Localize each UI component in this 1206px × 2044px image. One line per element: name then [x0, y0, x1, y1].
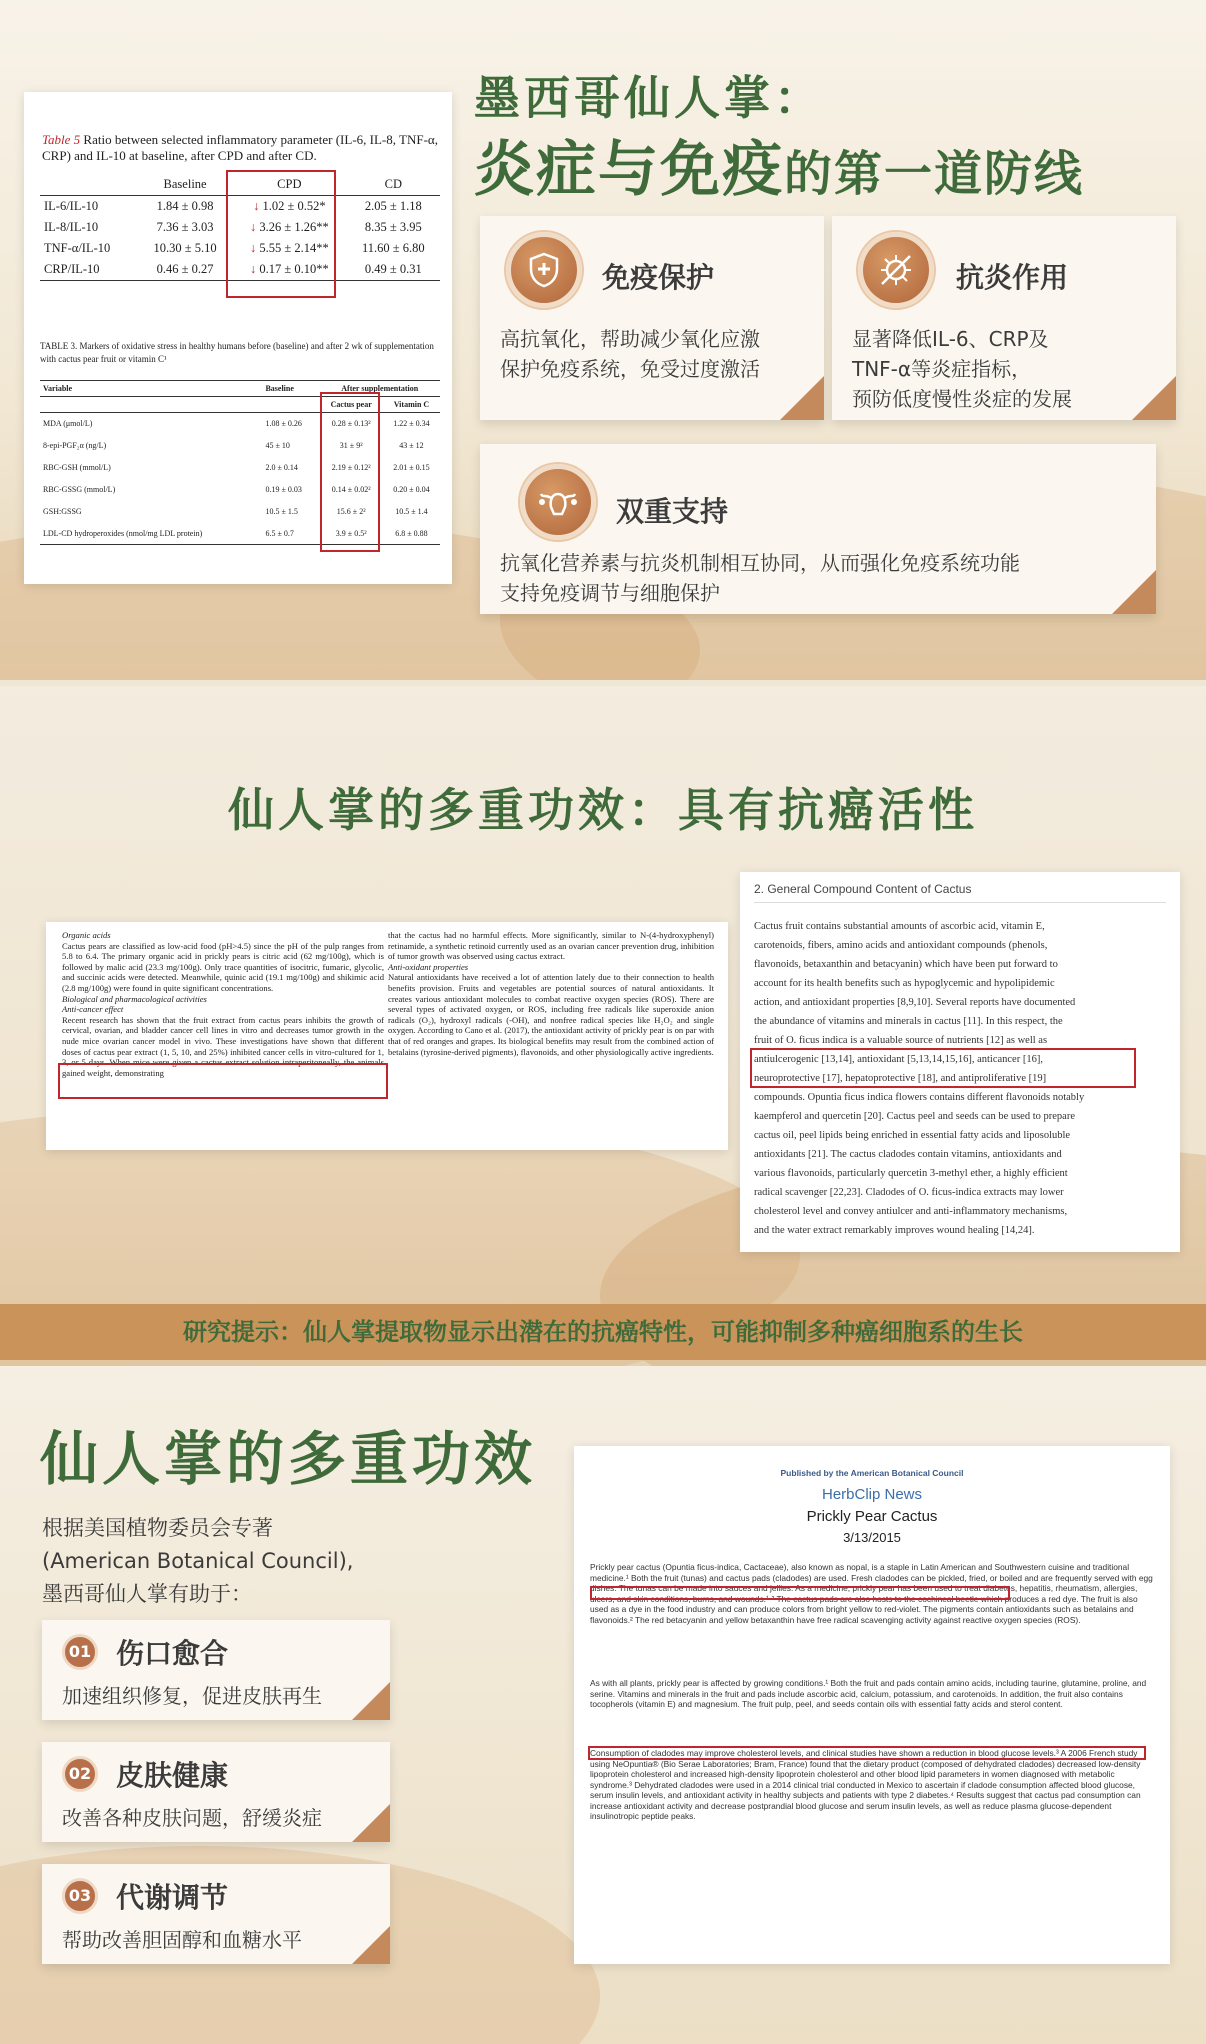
benefit-wound-healing [42, 1620, 390, 1720]
table-row: TNF-α/IL-10 10.30 ± 5.10 ↓ 5.55 ± 2.14** 11.60 ± 6.80 [44, 241, 425, 255]
card-dual-support [480, 444, 1156, 614]
card-text: 显著降低IL-6、CRP及 TNF-α等炎症指标， 预防低度慢性炎症的发展 [852, 327, 1072, 411]
benefit-desc: 改善各种皮肤问题，舒缓炎症 [62, 1806, 322, 1830]
table-row: LDL-CD hydroperoxides (nmol/mg LDL protein) 6.5 ± 0.7 3.9 ± 0.5² 6.8 ± 0.88 [40, 523, 440, 545]
intro-text: 根据美国植物委员会专著 (American Botanical Council), 墨西哥仙人掌有助于： [42, 1516, 354, 1606]
highlight-box [226, 170, 336, 298]
benefit-skin-health [42, 1742, 390, 1842]
benefit-title: 皮肤健康 [116, 1759, 229, 1792]
virus-crossed-icon [858, 232, 934, 308]
card-text: 高抗氧化，帮助减少氧化应激 保护免疫系统，免受过度激活 [500, 327, 760, 381]
paper-right-column: that the cactus had no harmful effects. More significantly, similar to N-(4-hydroxyphenyl) retinamide, a synthetic retinoid currently used as an ovarian cancer prevention drug, inhibition of tumor growth was observed using cactus extract. Anti-oxidant properties Natural antioxidants have received a lot of attention lately due to their connection to health benefits provision. Fruits and vegetables are potential sources of natural antioxidants. It creates various antioxidant molecules to combat reactive oxygen species (ROS). There are several types of activated oxygen, or ROS, including free radicals like superoxide anion radicals (O₂), hydroxyl radicals (-OH), and nonfree radical species like H₂O₂ and single oxygen. According to Cano et al. (2017), the antioxidant activity of prickly pear is on par with that of red oranges and grapes. Its biological benefits may result from the combined action of betalains (tyrosine-derived pigments), flavonoids, and other physiologically active ingredients. [388, 930, 714, 1057]
section-immunity [0, 0, 1206, 680]
news-date: 3/13/2015 [843, 1530, 901, 1545]
section-title-line1: 墨西哥仙人掌： [474, 71, 824, 125]
table-row: IL-8/IL-10 7.36 ± 3.03 ↓ 3.26 ± 1.26** 8.35 ± 3.95 [44, 220, 422, 234]
paper-left-column: Organic acids Cactus pears are classified as low-acid food (pH>4.5) since the pH of the pulp ranges from 5.8 to 6.4. The primary organic acid in prickly pears is citric acid (62 mg/100g), which is followed by malic acid (23.3 mg/100g). Only trace quantities of isocitric, fumaric, glycolic, and succinic acids were detected. Meanwhile, quinic acid (19.1 mg/100g) and shikimic acid (2.8 mg/100g) were found in quite significant concentrations. Biological and pharmacological activities Anti-cancer effect Recent research has shown that the fruit extract from cactus pears inhibits the growth of cervical, ovarian, and bladder cancer cell lines in vitro and decreases tumor growth in the nude mice ovarian cancer model in vivo. These investigations have shown that different doses of cactus pear extract (1, 5, 10, and 25%) inhibited cancer cells in vitro-cultured for 1, 3, or 5 days. When mice were given a cactus extract solution intraperitoneally, the animals gained weight, demonstrating [62, 930, 384, 1078]
card-title: 双重支持 [616, 495, 729, 528]
section-anticancer [0, 686, 1206, 1366]
research-tables-image [24, 92, 452, 584]
section-title-line2: 炎症与免疫的第一道防线 [474, 135, 1085, 205]
card-anti-inflammatory [832, 216, 1176, 420]
section-benefits [0, 1366, 1206, 2044]
table3-caption: TABLE 3. Markers of oxidative stress in healthy humans before (baseline) and after 2 wk of supplementation with cactus pear fruit or vitamin C¹ [40, 341, 434, 364]
table-row: IL-6/IL-10 1.84 ± 0.98 ↓ 1.02 ± 0.52* 2.05 ± 1.18 [44, 199, 422, 213]
news-paragraph: Consumption of cladodes may improve cholesterol levels, and clinical studies have shown a reduction in blood glucose levels.³ A 2006 French study using NeOpuntia® (Bio Serae Laboratories; Bram, France) found that the dietary product (composed of dehydrated cladodes) decreased low-density lipoprotein cholesterol and increased high-density lipoprotein cholesterol and other blood lipid parameters in women diagnosed with metabolic syndrome.³ Dehydrated cladodes were used in a 2014 clinical trial conducted in Mexico to ascertain if cladode consumption affected blood glucose, serum insulin levels, and antioxidant activity in healthy subjects and patients with type 2 diabetes.⁴ Results suggest that cactus pad consumption can increase antioxidant activity and decrease postprandial blood glucose and serum insulin levels, as well as reduce plasma glucose-dependent insulinotropic peptide peaks. [590, 1748, 1141, 1821]
highlight-box [750, 1048, 1136, 1088]
uterus-icon [520, 464, 596, 540]
benefit-title: 代谢调节 [116, 1881, 229, 1914]
table-row: MDA (μmol/L) 1.08 ± 0.26 0.28 ± 0.13² 1.22 ± 0.34 [43, 419, 430, 429]
paper-body: Cactus fruit contains substantial amounts of ascorbic acid, vitamin E, carotenoids, fibers, amino acids and antioxidant compounds (phenols, flavonoids, betaxanthin and betacyanin) which have been put forward to account for its health benefits such as hypoglycemic and hypolipidemic action, and antioxidant properties [8,9,10]. Several reports have documented the abundance of vitamins and minerals in cactus [11]. In this respect, the fruit of O. ficus indica is a valuable source of nutrients [12] as well as antiulcerogenic [13,14], antioxidant [5,13,14,15,16], anticancer [16], neuroprotective [17], hepatoprotective [18], and antiproliferative [19] compounds. Opuntia ficus indica flowers contains different flavonoids notably kaempferol and quercetin [20]. Cactus peel and seeds can be used to prepare cactus oil, peel lipids being enriched in essential fatty acids and liposoluble antioxidants [21]. The cactus cladodes contain vitamins, antioxidants and various flavonoids, particularly quercetin 3-methyl ether, a highly efficient radical scavenger [22,23]. Cladodes of O. ficus-indica extracts may lower cholesterol level and convey antiulcer and anti-inflammatory mechanisms, and the water extract remarkably improves wound healing [14,24]. [754, 921, 1085, 1236]
card-text: 抗氧化营养素与抗炎机制相互协同，从而强化免疫系统功能 支持免疫调节与细胞保护 [500, 551, 1020, 605]
benefit-desc: 加速组织修复，促进皮肤再生 [62, 1684, 322, 1708]
highlight-box [590, 1586, 1010, 1600]
number-badge: 01 [62, 1634, 98, 1670]
table-row: 8-epi-PGF₂α (ng/L) 45 ± 10 31 ± 9² 43 ± 12 [43, 441, 424, 450]
shield-gear-icon [506, 232, 582, 308]
benefit-title: 伤口愈合 [116, 1637, 229, 1670]
table-row: GSH:GSSG 10.5 ± 1.5 15.6 ± 2² 10.5 ± 1.4 [43, 507, 428, 516]
section-title: 仙人掌的多重功效：具有抗癌活性 [228, 783, 978, 837]
card-title: 抗炎作用 [956, 261, 1069, 294]
news-title: Prickly Pear Cactus [806, 1508, 938, 1525]
section-title: 仙人掌的多重功效 [40, 1425, 537, 1493]
number-badge: 03 [62, 1878, 98, 1914]
highlight-box [320, 392, 380, 552]
table5-caption: Table 5 Ratio between selected inflammatory parameter (IL-6, IL-8, TNF-α, CRP) and IL-10 at baseline, after CPD and after CD. [42, 132, 438, 163]
card-immune-protection [480, 216, 824, 420]
research-banner: 研究提示：仙人掌提取物显示出潜在的抗癌特性，可能抑制多种癌细胞系的生长 [0, 1304, 1206, 1360]
table3: Variable Baseline After supplementation Cactus pear Vitamin C MDA (μmol/L) 1.08 ± 0.26 0.28 ± 0.13² 1.22 ± 0.34 8-epi-PGF₂α (ng/L) 45 ± 10 31 ± 9² 43 ± 12 RBC-GSH (mmol/L) 2.0 ± 0.14 2.19 ± 0.12² 2.01 ± 0.15 RBC-GSSG (mmol/L) 0.19 ± 0.03 0.14 ± 0.02² 0.20 ± 0.04 GSH:GSSG 10.5 ± 1.5 15.6 ± 2² 10.5 ± 1.4 LDL-CD hydroperoxides (nmol/mg LDL protein) 6.5 ± 0.7 3.9 ± 0.5² 6.8 ± 0.88 [40, 380, 440, 545]
news-paragraph: Prickly pear cactus (Opuntia ficus-indica, Cactaceae), also known as nopal, is a staple in Latin American and Southwestern cuisine and traditional medicine.¹ Both the fruit (tunas) and cactus pads (cladodes) are used. Fresh cladodes can be pickled, fried, or boiled and are frequently served with egg dishes. The tunas can be made into sauces and jellies. As a medicine, prickly pear has been used to treat diabetes, hepatitis, rheumatism, allergies, ulcers, and skin conditions, burns, and wounds.¹·² The cactus pads are also hosts to the cochineal beetle which produces a red dye. The fruit is also used as a dye in the food industry and can produce colors from bright yellow to red-violet. The pigments contain antioxidants such as betalains and flavonoids.² The red betacyanin and yellow betaxanthin have free radical scavenging activity against reactive oxygen species (ROS). [590, 1562, 1153, 1625]
paper-anticancer-excerpt [46, 922, 728, 1150]
highlight-box [588, 1746, 1146, 1760]
news-name: HerbClip News [821, 1486, 923, 1503]
herbclip-news-document [574, 1446, 1170, 1964]
highlight-box [58, 1063, 388, 1099]
table-row: RBC-GSH (mmol/L) 2.0 ± 0.14 2.19 ± 0.12² 2.01 ± 0.15 [43, 463, 430, 472]
paper-compound-content [740, 872, 1180, 1252]
benefit-metabolism [42, 1864, 390, 1964]
card-title: 免疫保护 [602, 261, 715, 294]
paper-heading: 2. General Compound Content of Cactus [754, 882, 1166, 903]
benefit-desc: 帮助改善胆固醇和血糖水平 [62, 1928, 302, 1952]
number-badge: 02 [62, 1756, 98, 1792]
table-row: CRP/IL-10 0.46 ± 0.27 ↓ 0.17 ± 0.10** 0.49 ± 0.31 [40, 259, 440, 281]
table5: Baseline CPD CD IL-6/IL-10 1.84 ± 0.98 ↓ 1.02 ± 0.52* 2.05 ± 1.18 IL-8/IL-10 7.36 ± 3.03 ↓ 3.26 ± 1.26** 8.35 ± 3.95 TNF-α/IL-10 10.30 ± 5.10 ↓ 5.55 ± 2.14** 11.60 ± 6.80 CRP/IL-10 0.46 ± 0.27 ↓ 0.17 ± 0.10** 0.49 ± 0.31 [40, 174, 440, 281]
news-publisher: Published by the American Botanical Council [780, 1468, 964, 1478]
table-row: RBC-GSSG (mmol/L) 0.19 ± 0.03 0.14 ± 0.02² 0.20 ± 0.04 [43, 485, 430, 494]
news-paragraph: As with all plants, prickly pear is affected by growing conditions.¹ Both the fruit and pads contain amino acids, including taurine, glutamine, proline, and serine. Vitamins and minerals in the fruit and pads include ascorbic acid, calcium, potassium, and carotenoids. In addition, the fruit also contains tocopherols (vitamin E) and magnesium. The fruit pulp, peel, and seeds contain oils with essential fatty acids and sterol content. [590, 1678, 1147, 1709]
